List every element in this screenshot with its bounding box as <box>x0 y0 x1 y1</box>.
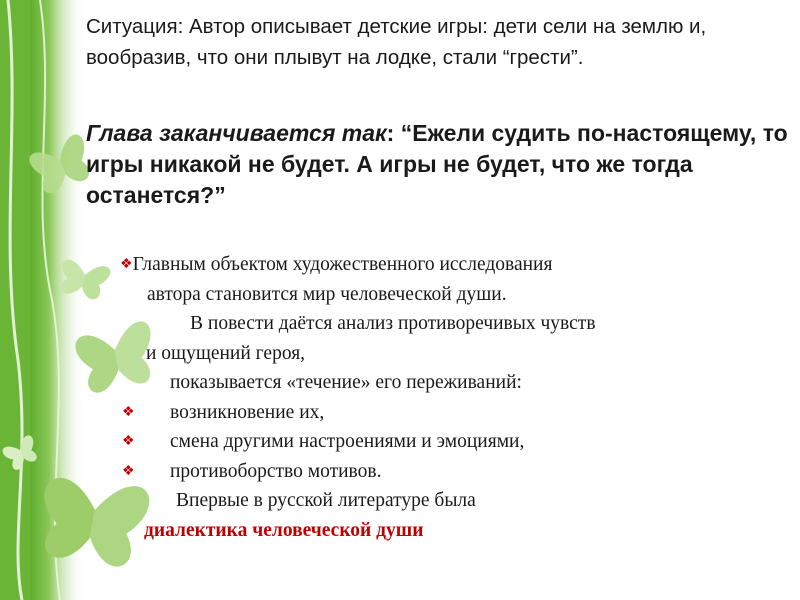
list-item <box>120 457 780 487</box>
analysis-line <box>120 368 780 398</box>
list-item-text: возникновение их, <box>170 401 325 423</box>
highlight-phrase: диалектика человеческой души <box>144 519 424 541</box>
analysis-line <box>120 280 780 310</box>
diamond-bullet-icon: ❖ <box>120 257 133 272</box>
chapter-quote: “Ежели судить по-настоящему, то игры никакой не будет. А игры не будет, что же тогда останется?” <box>86 120 788 208</box>
analysis-p1-line1: Главным объектом художественного исследования <box>132 254 553 275</box>
diamond-bullet-icon: ❖ <box>122 463 135 479</box>
list-item-text: противоборство мотивов. <box>170 460 382 482</box>
diamond-bullet-icon: ❖ <box>122 434 135 449</box>
chapter-lead: Глава заканчивается так <box>86 120 387 146</box>
analysis-text <box>120 250 780 545</box>
analysis-line <box>120 309 780 339</box>
analysis-line <box>120 339 780 369</box>
diamond-bullet-icon: ❖ <box>122 404 135 420</box>
situation-paragraph <box>86 12 791 73</box>
analysis-line <box>120 250 780 280</box>
analysis-line <box>120 516 780 546</box>
list-item <box>120 398 780 428</box>
chapter-colon: : <box>386 120 401 146</box>
situation-text: Ситуация: Автор описывает детские игры: дети сели на землю и, вообразив, что они плывут на лодке, стали “грести”. <box>86 15 707 69</box>
analysis-line <box>120 486 780 516</box>
analysis-p2-line1: В повести даётся анализ противоречивых чувств <box>190 313 596 334</box>
list-item-text: смена другими настроениями и эмоциями, <box>170 431 525 452</box>
analysis-p3: показывается «течение» его переживаний: <box>170 372 522 393</box>
analysis-p2-line2: и ощущений героя, <box>146 342 306 364</box>
chapter-ending-paragraph <box>86 118 791 211</box>
analysis-p4: Впервые в русской литературе была <box>176 490 476 511</box>
list-item <box>120 427 780 457</box>
analysis-p1-line2: автора становится мир человеческой души. <box>147 283 507 305</box>
